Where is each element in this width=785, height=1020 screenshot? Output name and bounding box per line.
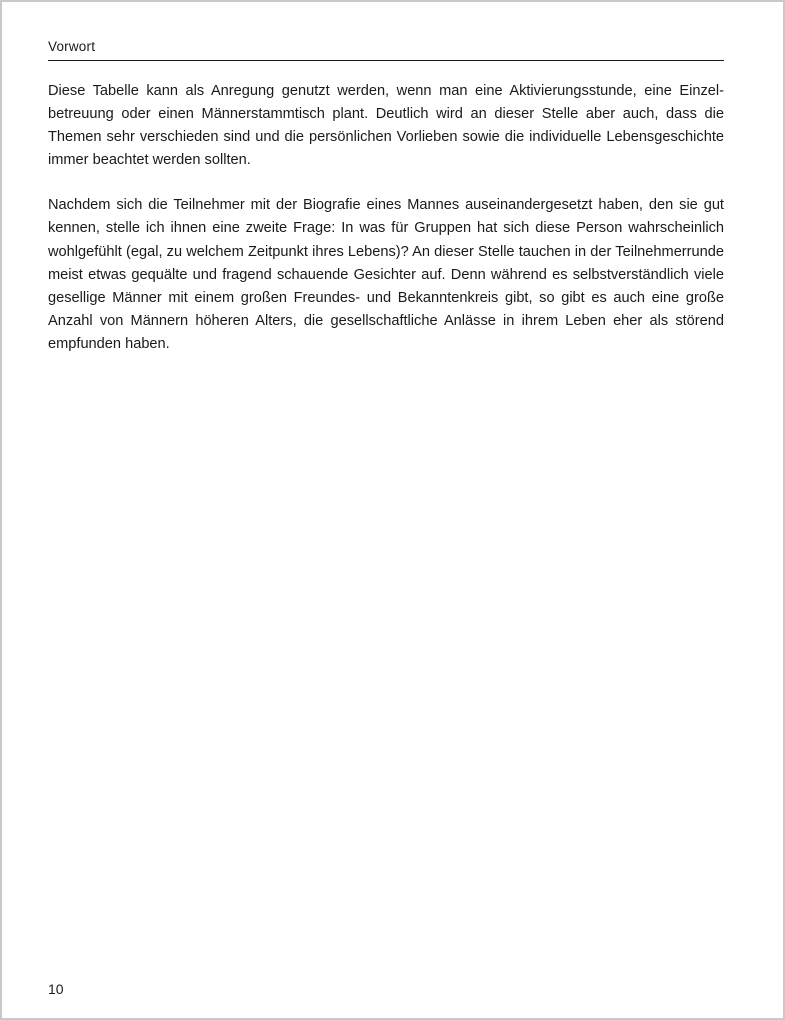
page-number: 10: [48, 981, 64, 997]
body-text: [48, 80, 724, 378]
section-title: Vorwort: [48, 39, 96, 54]
paragraph-1: Diese Tabelle kann als Anregung genutzt werden, wenn man eine Aktivierungsstunde, eine Einzelbetreuung oder einen Männerstammtisch plant. Deutlich wird an dieser Stelle aber auch, dass die Themen sehr verschieden sind und die persönlichen Vorlieben sowie die individuelle Lebensgeschichte immer beachtet werden sollten.: [48, 83, 724, 169]
running-header: [48, 38, 724, 61]
paragraph-2: Nachdem sich die Teilnehmer mit der Biografie eines Mannes auseinandergesetzt haben, den sie gut kennen, stelle ich ihnen eine zweite Frage: In was für Gruppen hat sich diese Person wahrscheinlich wohlgefühlt (egal, zu welchem Zeitpunkt ihres Lebens)? An dieser Stelle tauchen in der Teilnehmerrunde meist etwas gequälte und fragend schauende Gesichter auf. Denn während es selbstverständlich viele gesellige Männer mit einem großen Freundes- und Bekanntenkreis gibt, so gibt es auch eine große Anzahl von Männern höheren Alters, die gesellschaftliche Anlässe in ihrem Leben eher als störend empfunden haben.: [48, 197, 724, 352]
